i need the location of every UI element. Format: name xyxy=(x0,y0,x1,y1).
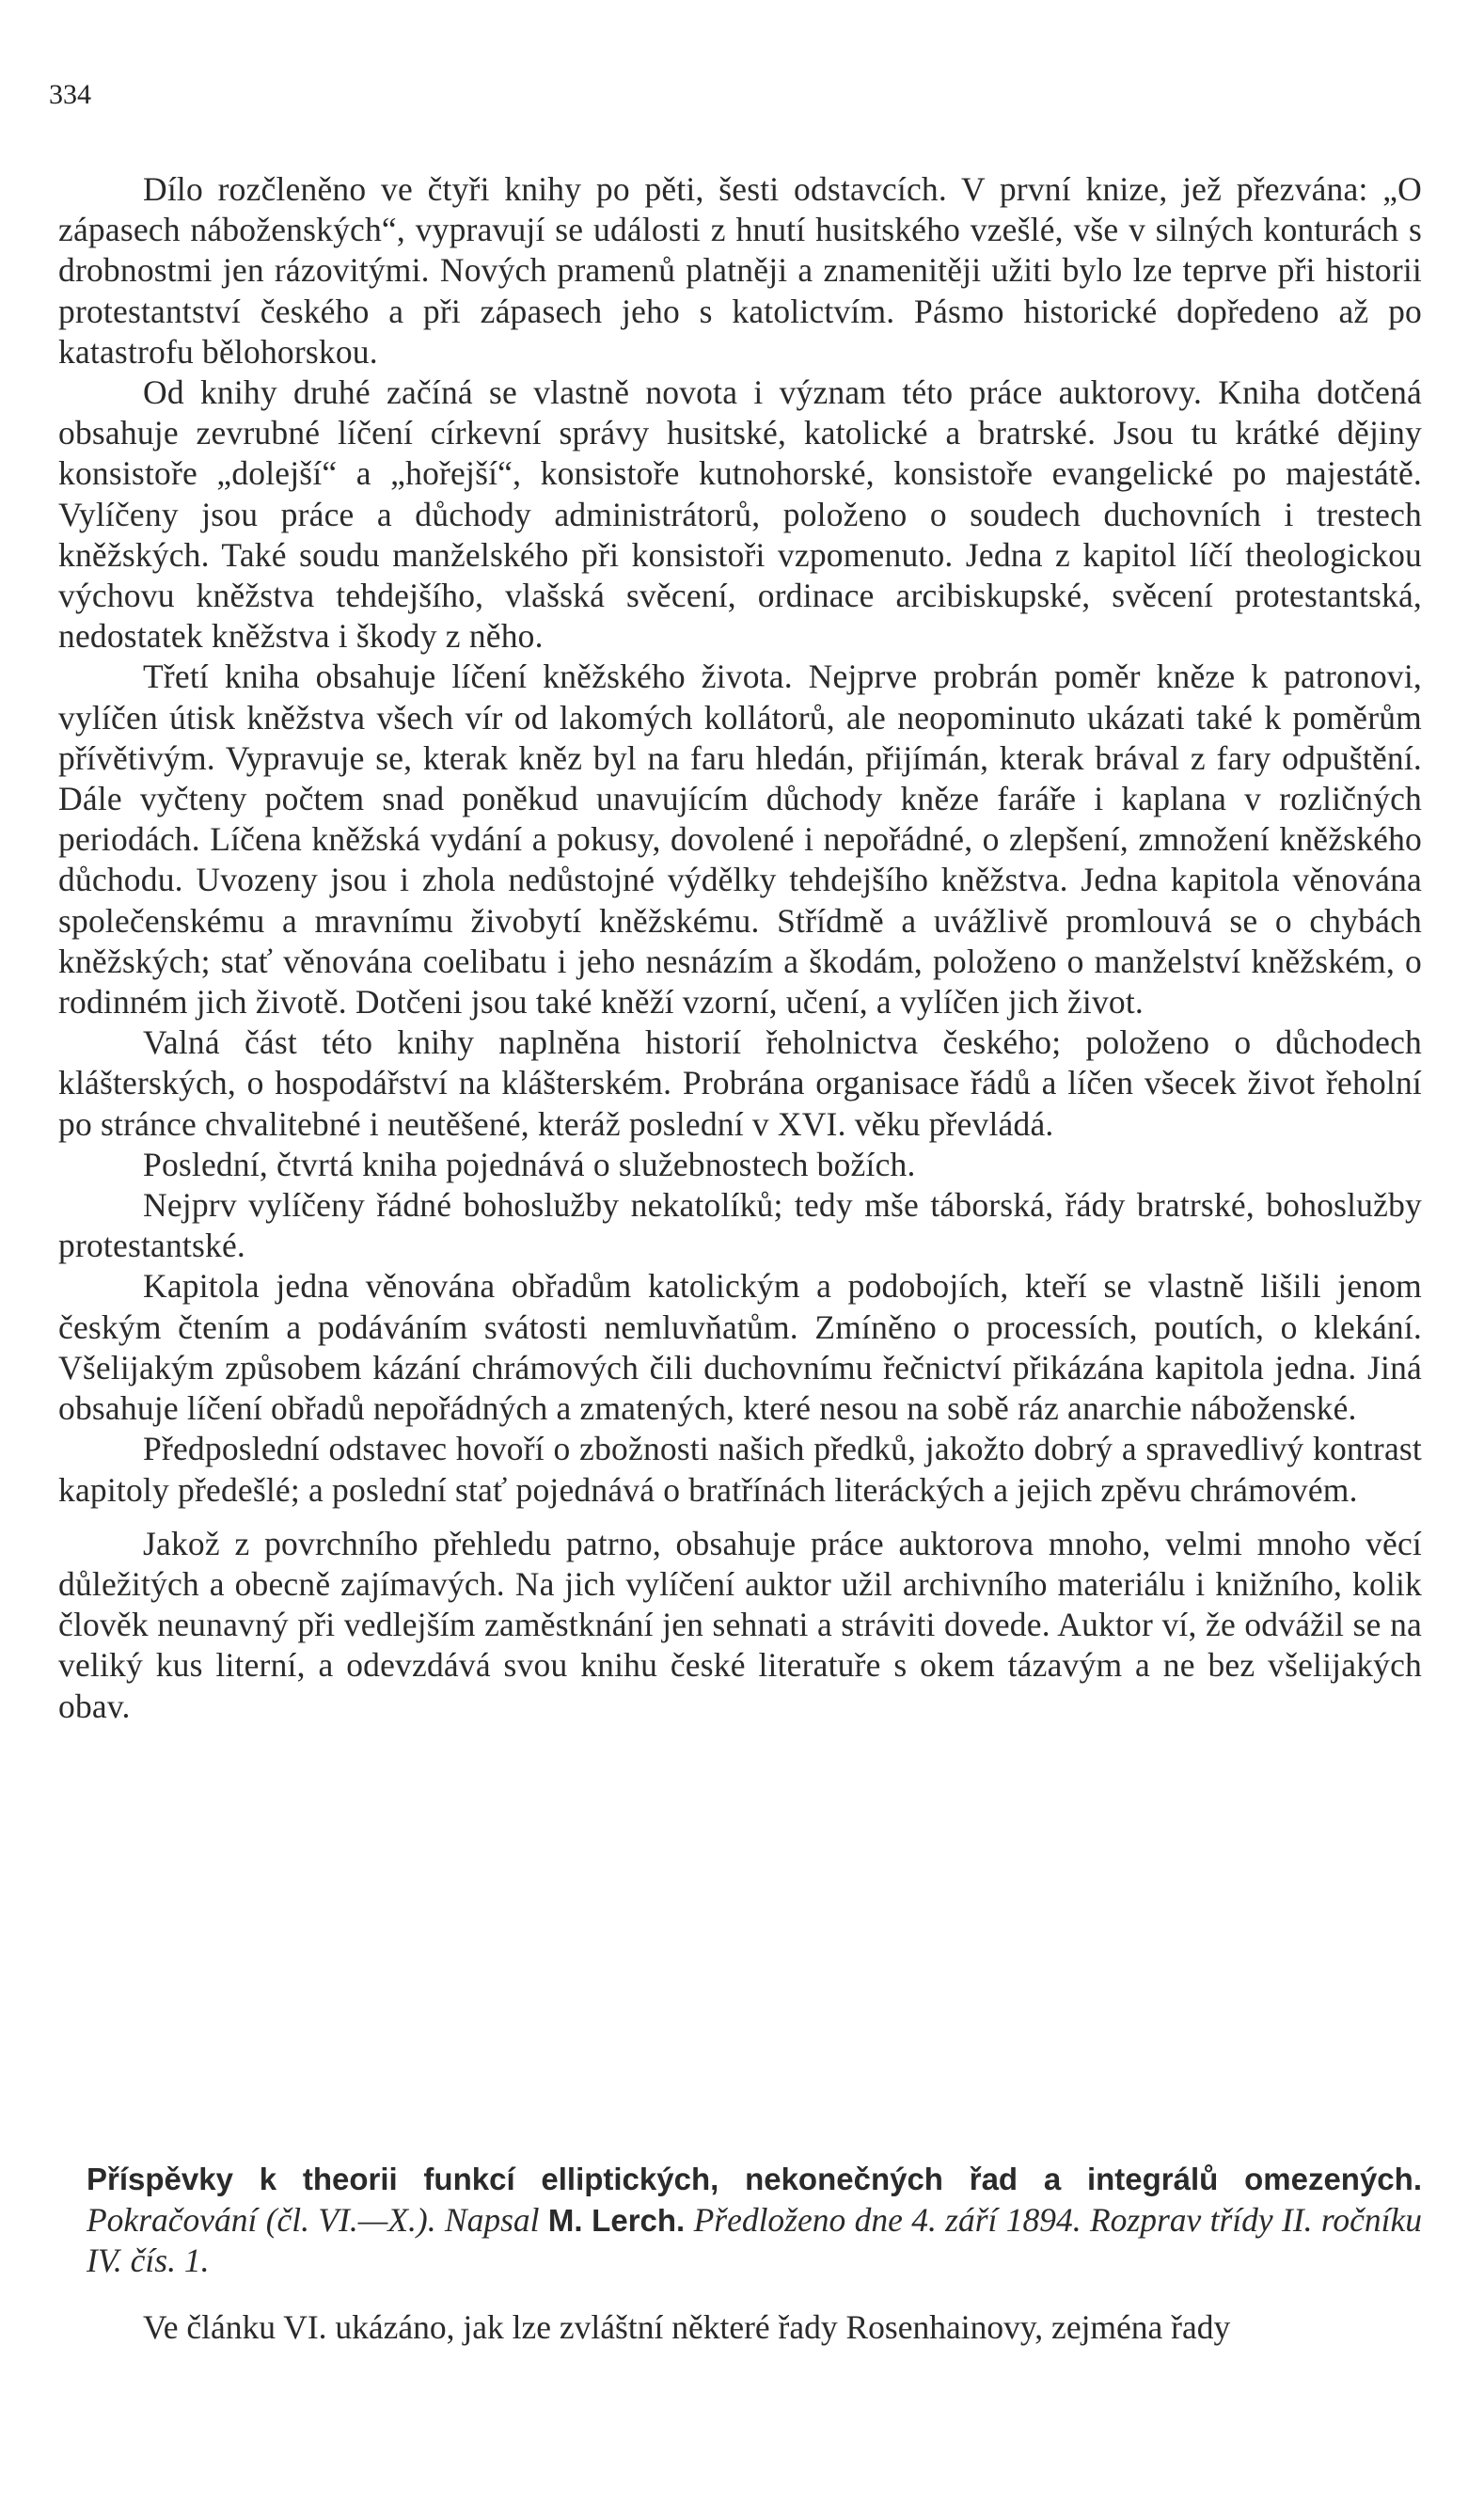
paragraph: Poslední, čtvrtá kniha pojednává o služebnostech božích. xyxy=(143,1145,916,1183)
paragraph: Valná část této knihy naplněna historií řeholnictva českého; položeno o důchodech klášterských, o hospodářství na klášterském. Probrána organisace řádů a líčen všecek život řeholní po stránce chvalitebné i neutěšené, kteráž poslední v XVI. věku převládá. xyxy=(58,1023,1422,1143)
paragraph: Nejprv vylíčeny řádné bohoslužby nekatolíků; tedy mše táborská, řády bratrské, bohoslužby protestantské. xyxy=(58,1186,1422,1265)
article-text xyxy=(58,2307,1422,2348)
paragraph: Ve článku VI. ukázáno, jak lze zvláštní některé řady Rosenhainovy, zejména řady xyxy=(143,2308,1231,2346)
review-text xyxy=(58,169,1422,1727)
article-subtitle-b: Předloženo dne 4. září 1894. Rozprav třídy II. ročníku IV. čís. 1. xyxy=(87,2200,1422,2279)
page-number: 334 xyxy=(49,79,91,110)
article-heading xyxy=(87,2159,1422,2282)
article-title: Příspěvky k theorii funkcí elliptických, nekonečných řad a integrálů omezených. xyxy=(87,2162,1422,2196)
paragraph: Třetí kniha obsahuje líčení kněžského života. Nejprve probrán poměr kněze k patronovi, vylíčen útisk kněžstva všech vír od lakomých kollátorů, ale neopominuto ukázati také k poměrům přívětivým. Vypravuje se, kterak kněz byl na faru hledán, přijímán, kterak brával z fary odpuštění. Dále vyčteny počtem snad poněkud unavujícím důchody kněze faráře i kaplana v rozličných periodách. Líčena kněžská vydání a pokusy, dovolené i nepořádné, o zlepšení, zmnožení kněžského důchodu. Uvozeny jsou i zhola nedůstojné výdělky tehdejšího kněžstva. Jedna kapitola věnována společenskému a mravnímu živobytí kněžskému. Střídmě a uvážlivě promlouvá se o chybách kněžských; stať věnována coelibatu i jeho nesnázím a škodám, položeno o manželství kněžském, o rodinném jich životě. Dotčeni jsou také kněží vzorní, učení, a vylíčen jich život. xyxy=(58,657,1422,1022)
paragraph: Dílo rozčleněno ve čtyři knihy po pěti, šesti odstavcích. V první knize, jež přezvána: „O zápasech náboženských“, vypravují se události z hnutí husitského vzešlé, vše v silných konturách s drobnostmi jen rázovitými. Nových pramenů platněji a znamenitěji užiti bylo lze teprve při historii protestantství českého a při zápasech jeho s katolictvím. Pásmo historické dopředeno až po katastrofu bělohorskou. xyxy=(58,170,1422,371)
paragraph: Předposlední odstavec hovoří o zbožnosti našich předků, jakožto dobrý a spravedlivý kontrast kapitoly předešlé; a poslední stať pojednává o bratřínách literáckých a jejich zpěvu chrámovém. xyxy=(58,1430,1422,1509)
paragraph: Jakož z povrchního přehledu patrno, obsahuje práce auktorova mnoho, velmi mnoho věcí důležitých a obecně zajímavých. Na jich vylíčení auktor užil archivního materiálu i knižního, kolik člověk neunavný při vedlejším zaměstknání jen sehnati a stráviti dovede. Auktor ví, že odvážil se na veliký kus literní, a odevzdává svou knihu české literatuře s okem tázavým a ne bez všelijakých obav. xyxy=(58,1524,1422,1725)
paragraph: Od knihy druhé začíná se vlastně novota i význam této práce auktorovy. Kniha dotčená obsahuje zevrubné líčení církevní správy husitské, katolické a bratrské. Jsou tu krátké dějiny konsistoře „dolejší“ a „hořejší“, konsistoře kutnohorské, konsistoře evangelické po majestátě. Vylíčeny jsou práce a důchody administrátorů, položeno o soudech duchovních i trestech kněžských. Také soudu manželského při konsistoři vzpomenuto. Jedna z kapitol líčí theologickou výchovu kněžstva tehdejšího, vlašská svěcení, ordinace arcibiskupské, svěcení protestantská, nedostatek kněžstva i škody z něho. xyxy=(58,373,1422,656)
paragraph: Kapitola jedna věnována obřadům katolickým a podobojích, kteří se vlastně lišili jenom českým čtením a podáváním svátosti nemluvňatům. Zmíněno o processích, poutích, o klekání. Všelijakým způsobem kázání chrámových čili duchovnímu řečnictví přikázána kapitola jedna. Jiná obsahuje líčení obřadů nepořádných a zmatených, které nesou na sobě ráz anarchie náboženské. xyxy=(58,1267,1422,1428)
article-subtitle-a: Pokračování (čl. VI.—X.). Napsal xyxy=(87,2200,540,2239)
article-author: M. Lerch. xyxy=(547,2202,686,2238)
